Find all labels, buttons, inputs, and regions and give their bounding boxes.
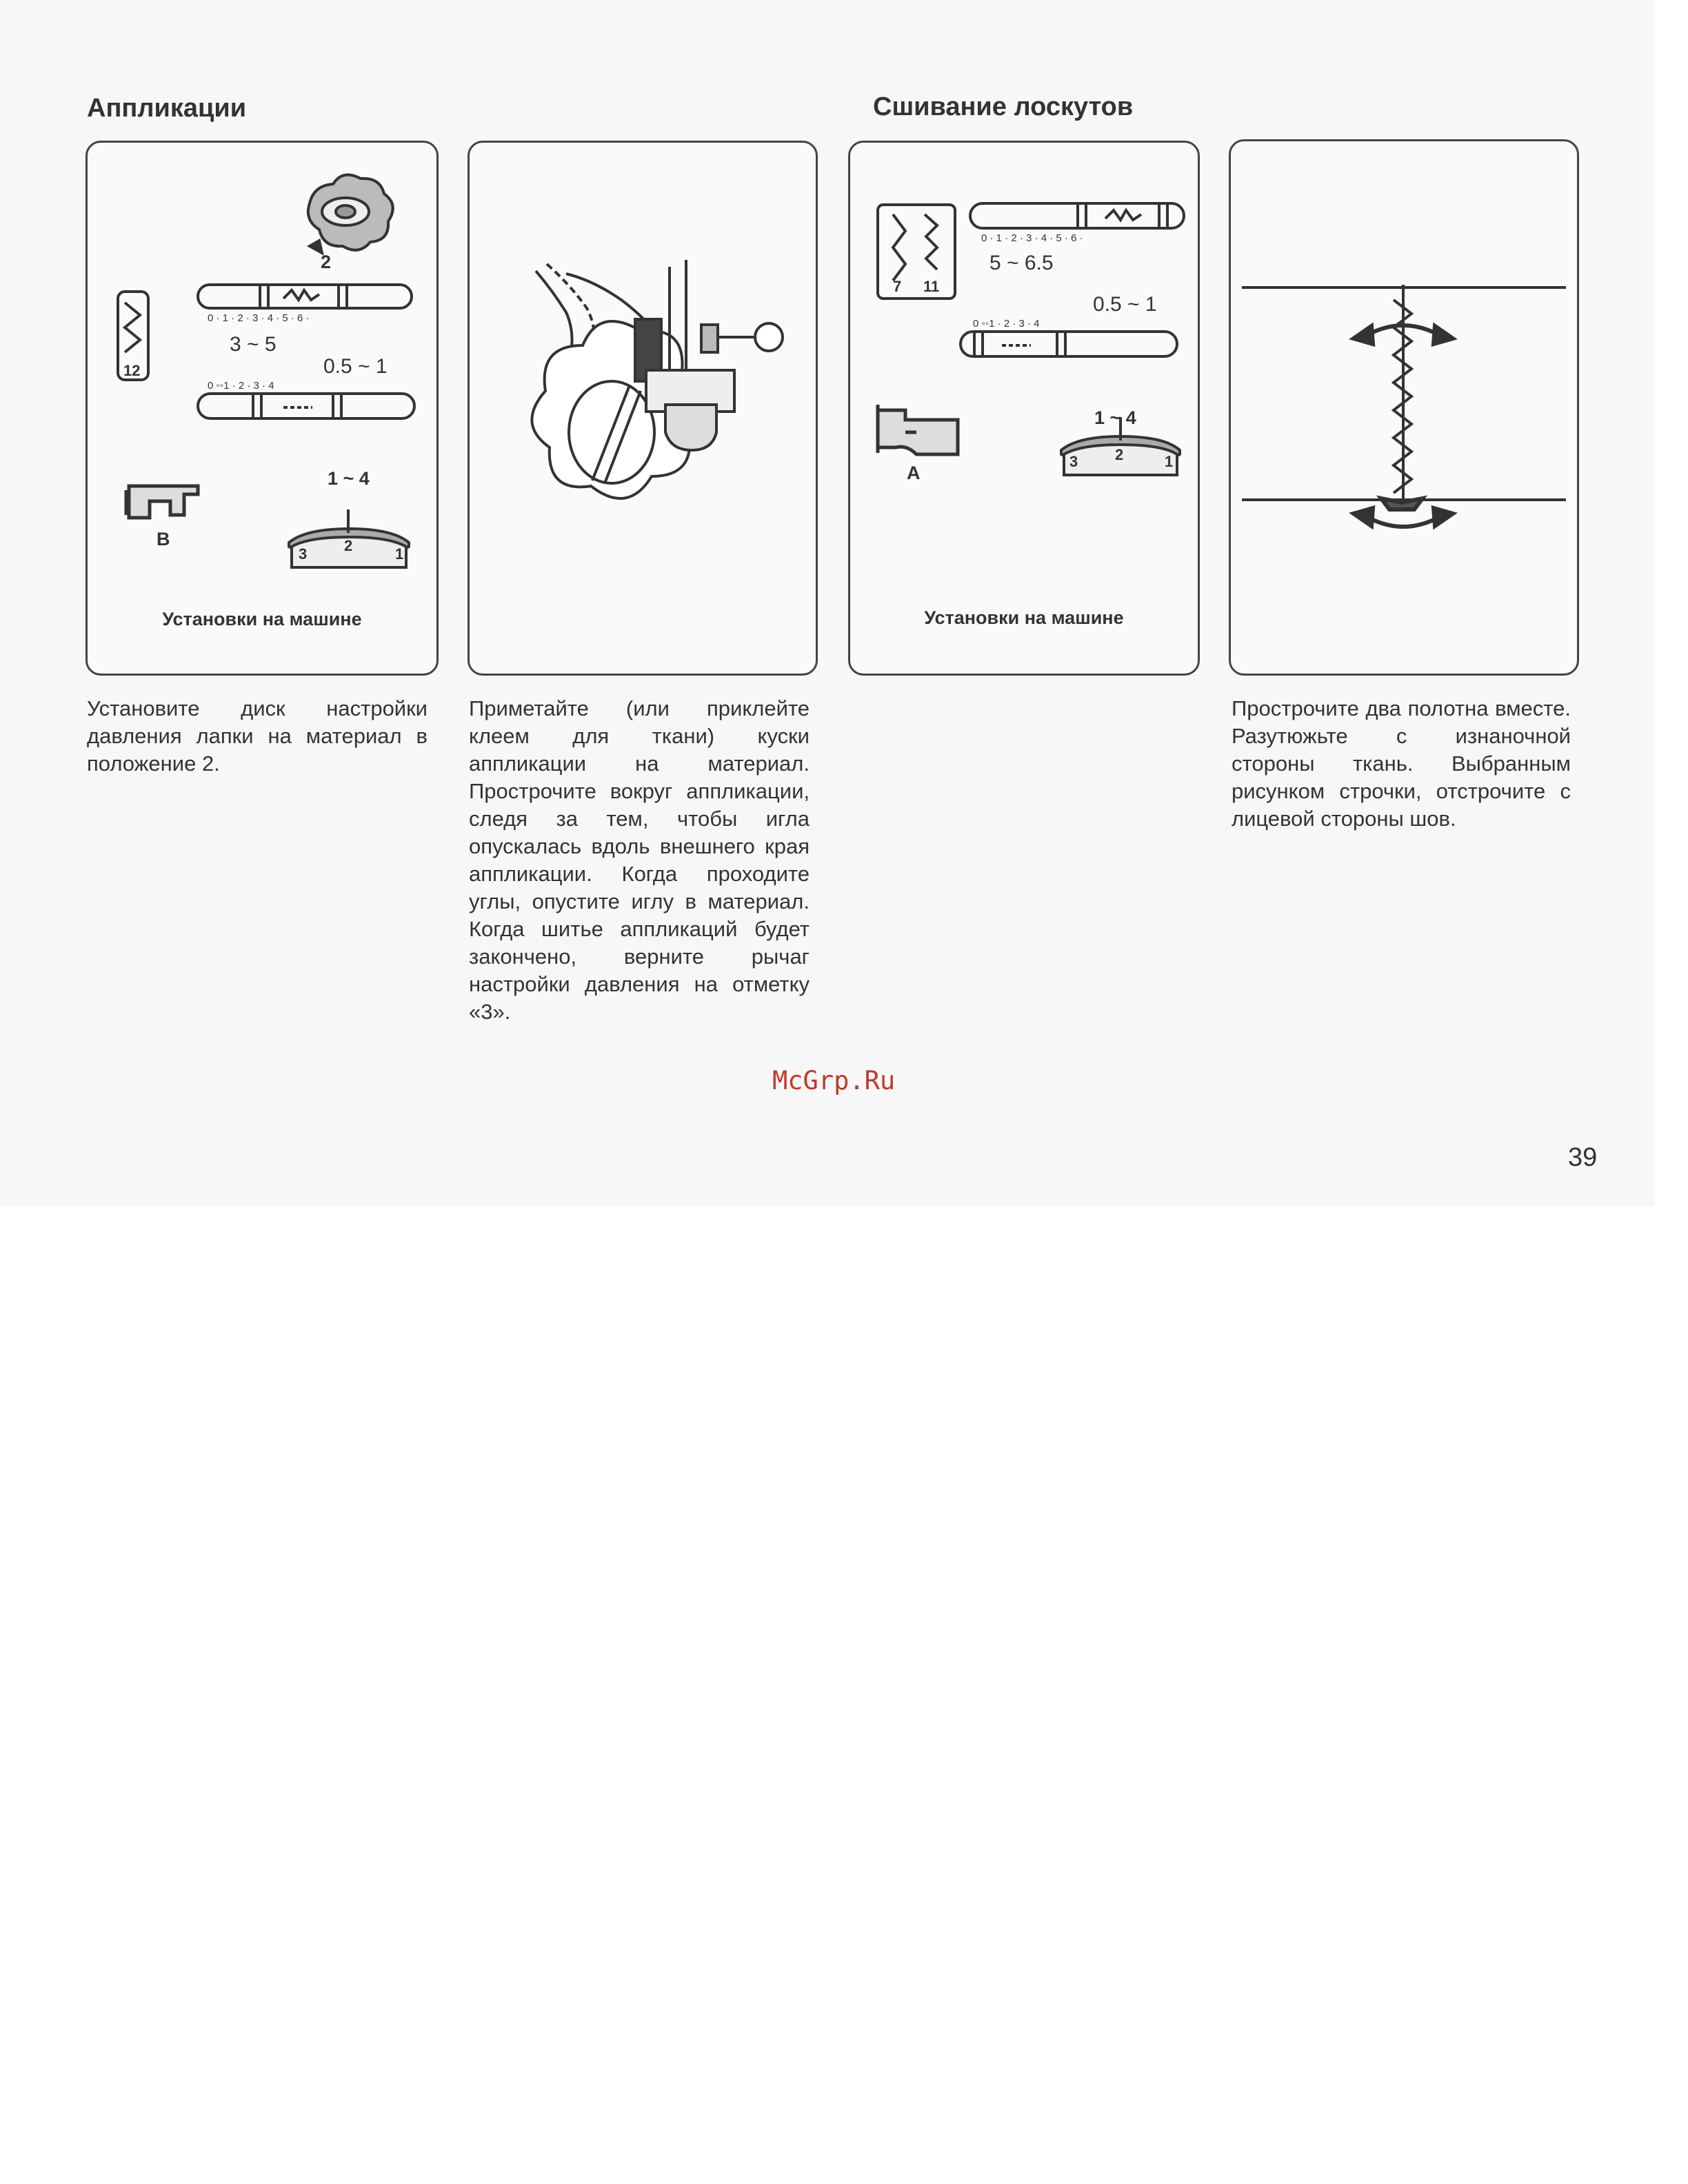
applique-sewing-panel [468,141,818,676]
stitch-width-slider-icon [970,203,1184,228]
length-scale-label: 0 ◦◦1 · 2 · 3 · 4 [973,318,1040,330]
stitch-length-slider-icon [961,332,1177,356]
pressure-range-label: 1 ~ 4 [1094,407,1136,428]
patchwork-settings-drawing [850,143,1198,674]
panel-caption: Установки на машине [924,607,1124,628]
applique-sewing-instruction: Приметайте (или приклейте клеем для ткани) куски аппликации на материал. Прострочите вокруг аппликации, следя за тем, чтобы игла опускалась вдоль внешнего края аппликации. Когда проходите углы, опустите иглу в материал. Когда шитье аппликаций будет закончено, верните рычаг настройки давления на отметку «3». [469,696,810,1024]
applique-pressure-instruction: Установите диск настройки давления лапки на материал в положение 2. [87,696,428,776]
stitch-pattern-pair-icon [878,205,955,299]
patchwork-settings-panel [848,141,1200,676]
patchwork-heading: Сшивание лоскутов [873,92,1134,121]
patchwork-instruction: Прострочите два полотна вместе. Разутюжьте с изнаночной стороны ткань. Выбранным рисунком строчки, отстрочите с лицевой стороны шов. [1232,696,1571,831]
pattern-number-label: 12 [123,362,141,379]
width-value-label: 3 ~ 5 [230,333,277,356]
presser-foot-a-icon [878,405,958,454]
page-number: 39 [1568,1143,1598,1172]
pressure-range-label: 1 ~ 4 [328,468,370,489]
pattern-number-11: 11 [923,278,940,295]
length-value-label: 0.5 ~ 1 [323,355,388,378]
pressure-knob-icon [308,175,393,253]
presser-foot-b-icon [126,486,198,518]
length-value-label: 0.5 ~ 1 [1093,293,1157,316]
applique-settings-panel [86,141,439,676]
dial-mark-2: 2 [344,537,353,554]
width-scale-label: 0 · 1 · 2 · 3 · 4 · 5 · 6 · [208,312,310,324]
width-value-label: 5 ~ 6.5 [989,252,1054,274]
appliques-heading: Аппликации [87,94,247,123]
foot-letter-label: B [157,529,170,549]
seam-illustration [1231,141,1577,674]
dial-mark-1: 1 [395,545,404,563]
dial-mark-1: 1 [1165,453,1174,470]
applique-settings-drawing [88,143,436,674]
knob-setting-label: 2 [321,252,332,272]
applique-sewing-illustration [470,143,816,674]
stitch-length-slider-icon [198,394,414,418]
pattern-number-7: 7 [893,278,902,295]
dial-mark-3: 3 [299,545,308,563]
foot-letter-label: A [907,463,921,483]
width-scale-label: 0 · 1 · 2 · 3 · 4 · 5 · 6 · [981,232,1083,244]
dial-mark-3: 3 [1069,453,1078,470]
length-scale-label: 0 ◦◦1 · 2 · 3 · 4 [208,380,274,392]
panel-caption: Установки на машине [162,609,362,629]
seam-illustration-panel [1229,139,1579,676]
dial-mark-2: 2 [1115,446,1124,463]
watermark: McGrp.Ru [772,1066,896,1095]
stitch-width-slider-icon [198,285,412,308]
